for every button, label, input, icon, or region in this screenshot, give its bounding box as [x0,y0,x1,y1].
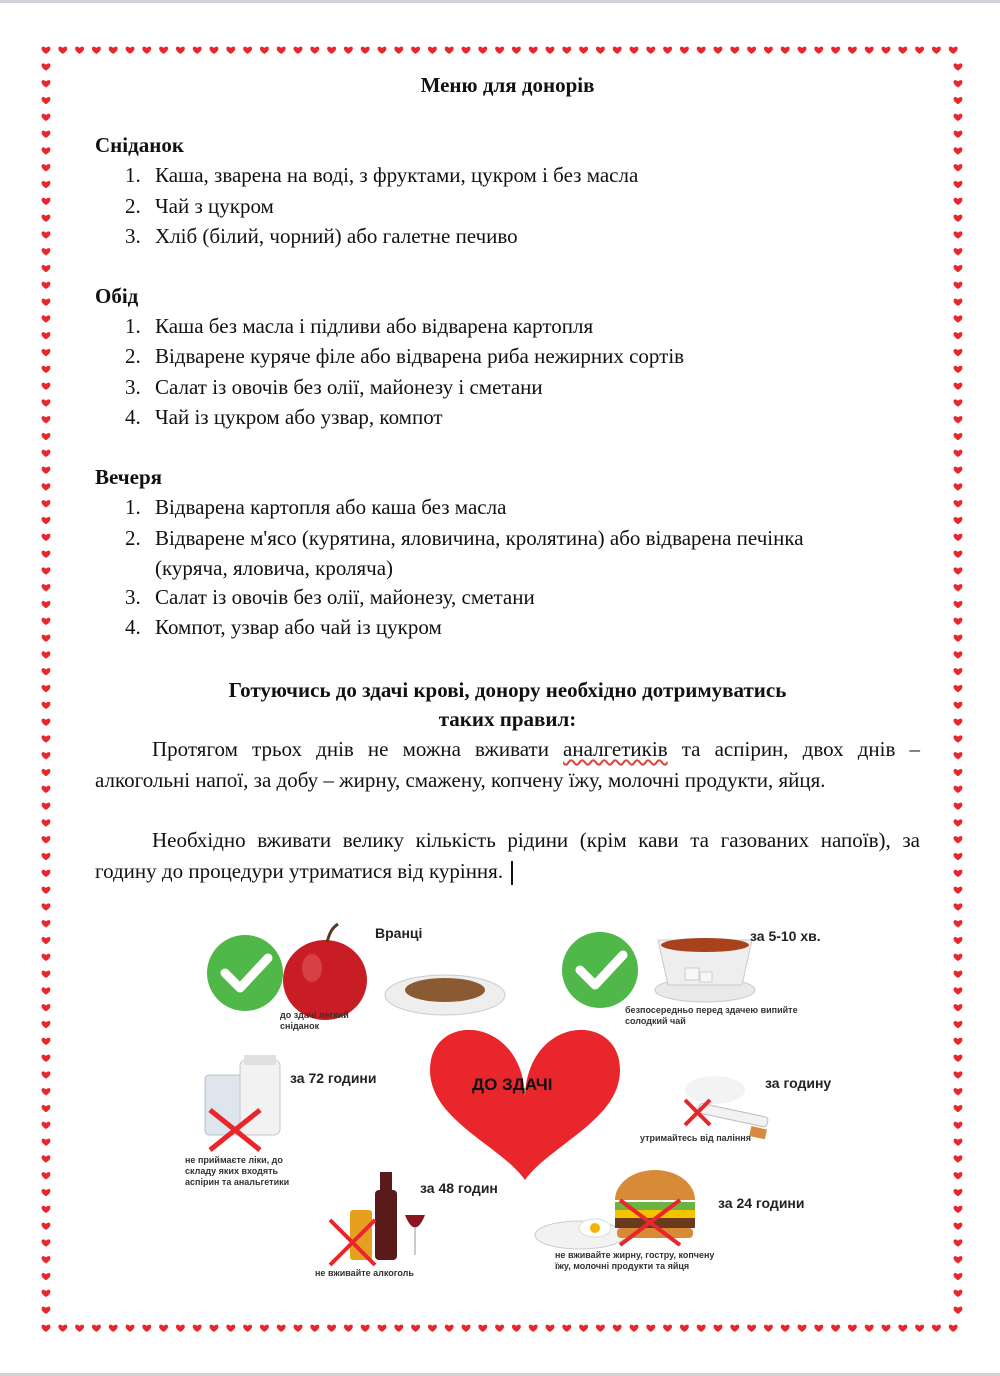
center-heart [430,1030,620,1180]
apple-icon [283,924,367,1020]
dinner-item: 1. Відварена картопля або каша без масла [125,495,507,519]
dinner-item: 3. Салат із овочів без олії, майонезу, сметани [125,585,535,609]
rules-title-line1: Готуючись до здачі крові, донору необхідно дотримуватись [228,678,787,702]
spellcheck-word: аналгетиків [563,737,668,761]
infographic [180,910,880,1310]
caption-hour: утримайтесь від паління [640,1133,751,1143]
dinner-item: 2. Відварене м'ясо (курятина, яловичина, кролятина) або відварена печінка [125,526,804,550]
rules-title [95,676,920,734]
label-morning: Вранці [375,925,423,941]
label-tea: за 5-10 хв. [750,928,821,944]
rules-paragraph-1: Протягом трьох днів не можна вживати аналгетиків та аспірин, двох днів – алкогольні напої, за добу – жирну, смажену, копчену їжу, молочні продукти, яйця. [95,737,920,792]
label-24h: за 24 години [718,1195,805,1211]
caption-48h: не вживайте алкоголь [315,1268,414,1278]
breakfast-item: 3. Хліб (білий, чорний) або галетне печиво [125,224,518,248]
text-cursor [511,861,513,885]
tea-cup-icon [655,938,755,1002]
caption-tea: безпосередньо перед здачею випийте солодкий чай [625,1005,798,1026]
label-hour: за годину [765,1075,832,1091]
cigarette-icon [685,1076,768,1139]
caption-72h: не приймаєте ліки, до складу яких входять аспірин та анальгетики [185,1155,290,1187]
caption-24h: не вживайте жирну, гостру, копчену їжу, молочні продукти та яйця [555,1250,715,1271]
lunch-item: 4. Чай із цукром або узвар, компот [125,405,443,429]
lunch-item: 3. Салат із овочів без олії, майонезу і сметани [125,375,543,399]
check-icon-tea [562,932,638,1008]
lunch-item: 2. Відварене куряче філе або відварена риба нежирних сортів [125,344,685,368]
burger-icon [535,1170,695,1249]
section-dinner-heading: Вечеря [95,465,163,489]
breakfast-item: 2. Чай з цукром [125,194,274,218]
lunch-item: 1. Каша без масла і підливи або відварена картопля [125,314,594,338]
document-title: Меню для донорів [420,73,595,97]
dinner-item: 4. Компот, узвар або чай із цукром [125,615,442,639]
rules-title-line2: таких правил: [438,707,577,731]
caption-morning: до здачі легкий сніданок [280,1010,349,1031]
section-lunch-heading: Обід [95,284,139,308]
breakfast-item: 1. Каша, зварена на воді, з фруктами, цукром і без масла [125,163,639,187]
label-48h: за 48 годин [420,1180,498,1196]
center-label: ДО ЗДАЧІ [472,1075,553,1094]
label-72h: за 72 години [290,1070,377,1086]
infographic-art [180,910,880,1310]
check-icon-morning [207,935,283,1011]
rules-paragraph-2: Необхідно вживати велику кількість рідини (крім кави та газованих напоїв), за годину до процедури утриматися від куріння. [95,825,920,887]
dinner-item-continuation: (куряча, яловича, кроляча) [155,556,394,580]
alcohol-icon [330,1172,425,1265]
section-breakfast-heading: Сніданок [95,133,184,157]
pills-icon [205,1055,280,1150]
porridge-plate-icon [385,975,505,1015]
